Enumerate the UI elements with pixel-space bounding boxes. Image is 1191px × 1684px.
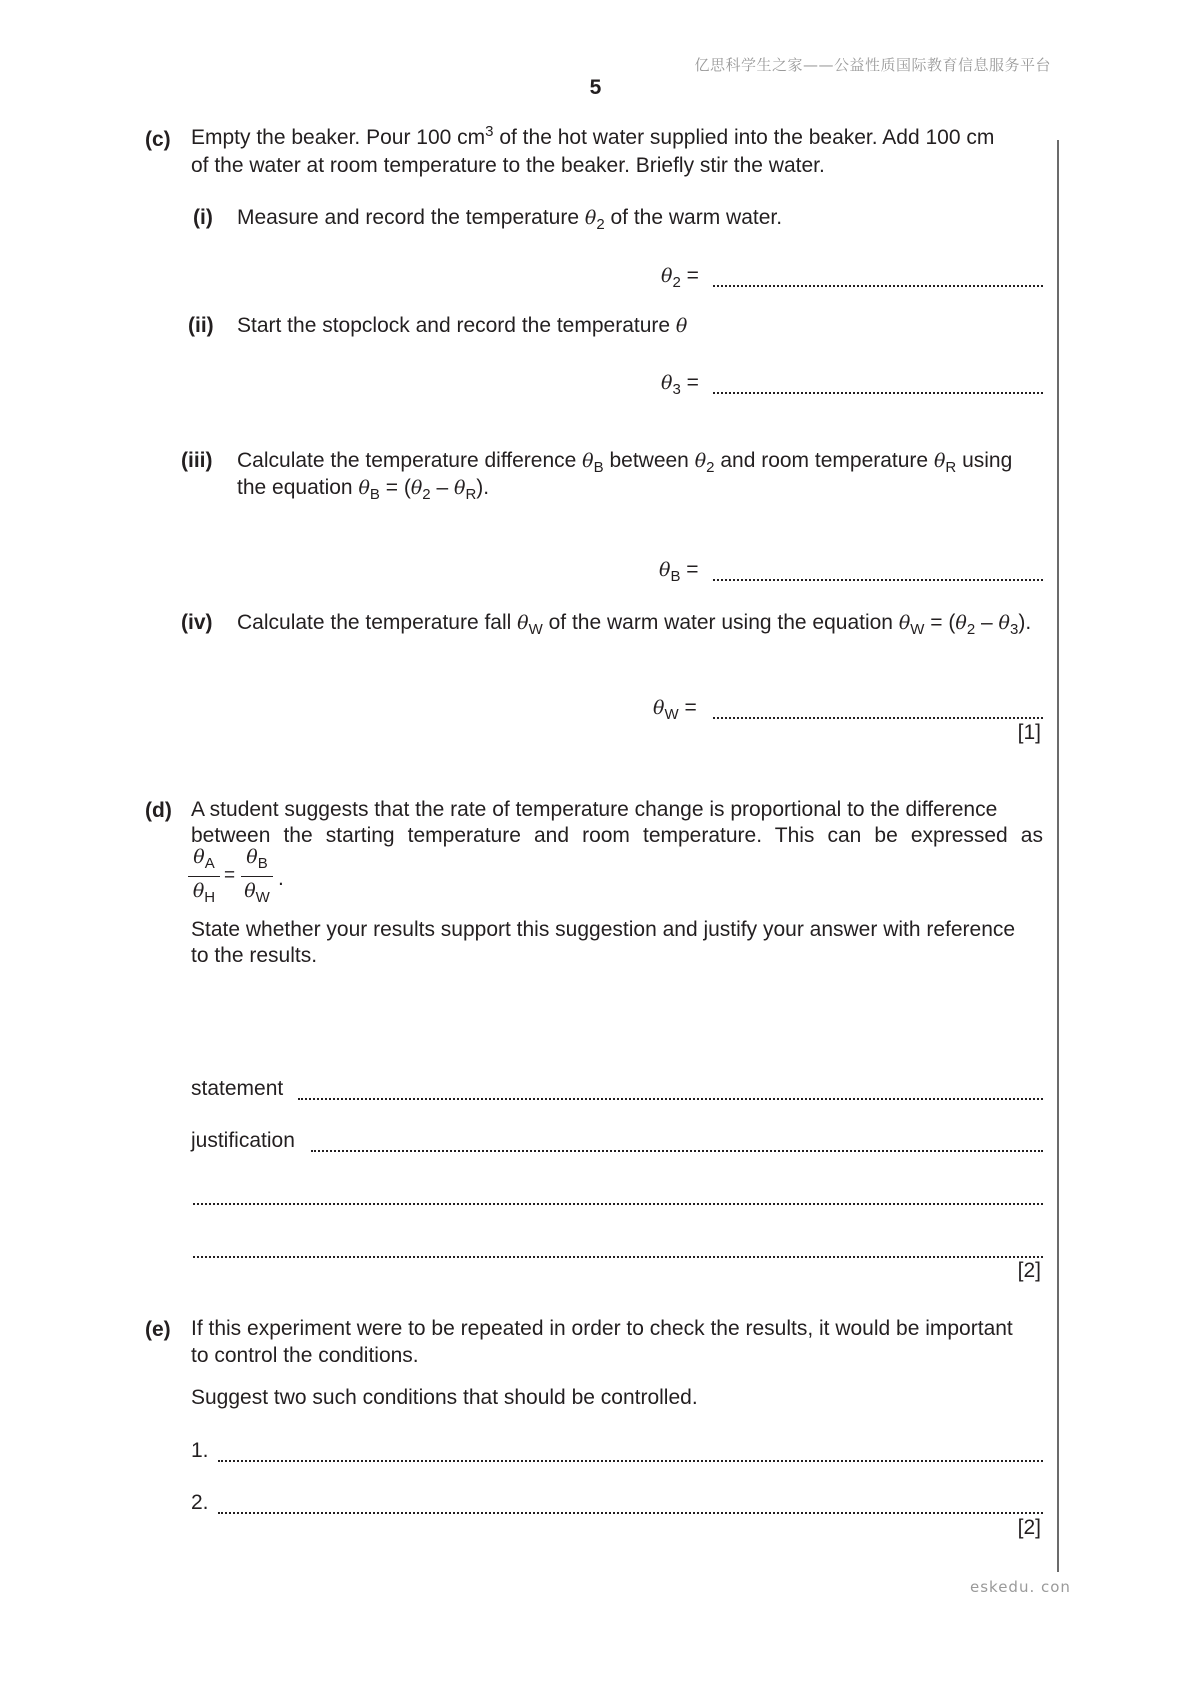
part-e-line2: to control the conditions. <box>191 1344 419 1367</box>
fraction-equals: = <box>224 865 236 886</box>
watermark-bottom: eskedu. con <box>970 1578 1071 1596</box>
thetaW-answer-field[interactable] <box>713 717 1043 719</box>
part-d-label: (d) <box>145 799 172 822</box>
part-e-label: (e) <box>145 1318 171 1341</box>
condition-1-label: 1. <box>191 1439 209 1462</box>
part-d-line1: A student suggests that the rate of temperature change is proportional to the difference <box>191 798 998 821</box>
part-c-iii-label: (iii) <box>181 449 213 472</box>
part-e-line1: If this experiment were to be repeated in order to check the results, it would be important <box>191 1317 1013 1340</box>
justification-answer-field[interactable] <box>311 1150 1043 1152</box>
part-e-line3: Suggest two such conditions that should be controlled. <box>191 1386 698 1409</box>
part-c-i-text: Measure and record the temperature $\theta_2$ of the warm water. <box>237 206 783 234</box>
fraction-period: . <box>278 867 284 890</box>
part-c-iv-label: (iv) <box>181 611 213 634</box>
theta3-answer-label: $\theta_3$ = <box>661 371 699 399</box>
theta2-answer-field[interactable] <box>713 285 1043 287</box>
condition-2-label: 2. <box>191 1491 209 1514</box>
condition-1-answer-field[interactable] <box>218 1460 1043 1462</box>
condition-2-answer-field[interactable] <box>218 1512 1043 1514</box>
part-c-line2: of the water at room temperature to the beaker. Briefly stir the water. <box>191 154 825 177</box>
part-c-line1: Empty the beaker. Pour 100 $cm^3$ of the hot water supplied into the beaker. Add 100 cm <box>191 123 995 149</box>
part-d-line3: State whether your results support this suggestion and justify your answer with reference <box>191 918 1016 941</box>
fraction-A-over-H: $\theta_A$ $\theta_H$ <box>188 846 220 908</box>
justification-answer-line-2[interactable] <box>193 1203 1043 1205</box>
part-c-marks: [1] <box>1017 721 1041 744</box>
part-c-iv-text: Calculate the temperature fall $\theta_W$ of the warm water using the equation $\theta_W = (\theta_2 - \theta_3)$. <box>237 611 1032 639</box>
theta2-answer-label: $\theta_2$ = <box>661 264 699 292</box>
part-d-marks: [2] <box>1017 1259 1041 1282</box>
part-c-iii-line2: the equation $\theta_B = (\theta_2 - \theta_R)$. <box>237 476 490 504</box>
statement-answer-field[interactable] <box>298 1098 1043 1100</box>
watermark-top: 亿思科学生之家——公益性质国际教育信息服务平台 <box>694 56 1051 74</box>
part-c-iii-line1: Calculate the temperature difference $\theta_B$ between $\theta_2$ and room temperature $\theta_R$ using <box>237 449 1013 477</box>
part-d-line2: between the starting temperature and room temperature. This can be expressed as <box>191 824 1043 847</box>
theta3-answer-field[interactable] <box>713 392 1043 394</box>
part-c-i-label: (i) <box>193 206 213 229</box>
justification-label: justification <box>191 1129 295 1152</box>
thetaB-answer-label: $\theta_B$ = <box>659 558 699 586</box>
statement-label: statement <box>191 1077 284 1100</box>
justification-answer-line-3[interactable] <box>193 1256 1043 1258</box>
part-d-line4: to the results. <box>191 944 318 967</box>
part-e-marks: [2] <box>1017 1516 1041 1539</box>
part-c-ii-text: Start the stopclock and record the temperature θ <box>237 314 688 337</box>
part-c-ii-label: (ii) <box>188 314 214 337</box>
part-c-label: (c) <box>145 128 171 151</box>
thetaB-answer-field[interactable] <box>713 579 1043 581</box>
margin-rule <box>1057 140 1059 1572</box>
fraction-B-over-W: $\theta_B$ $\theta_W$ <box>241 846 273 908</box>
page-number: 5 <box>589 76 602 99</box>
thetaW-answer-label: $\theta_W$ = <box>653 696 697 724</box>
